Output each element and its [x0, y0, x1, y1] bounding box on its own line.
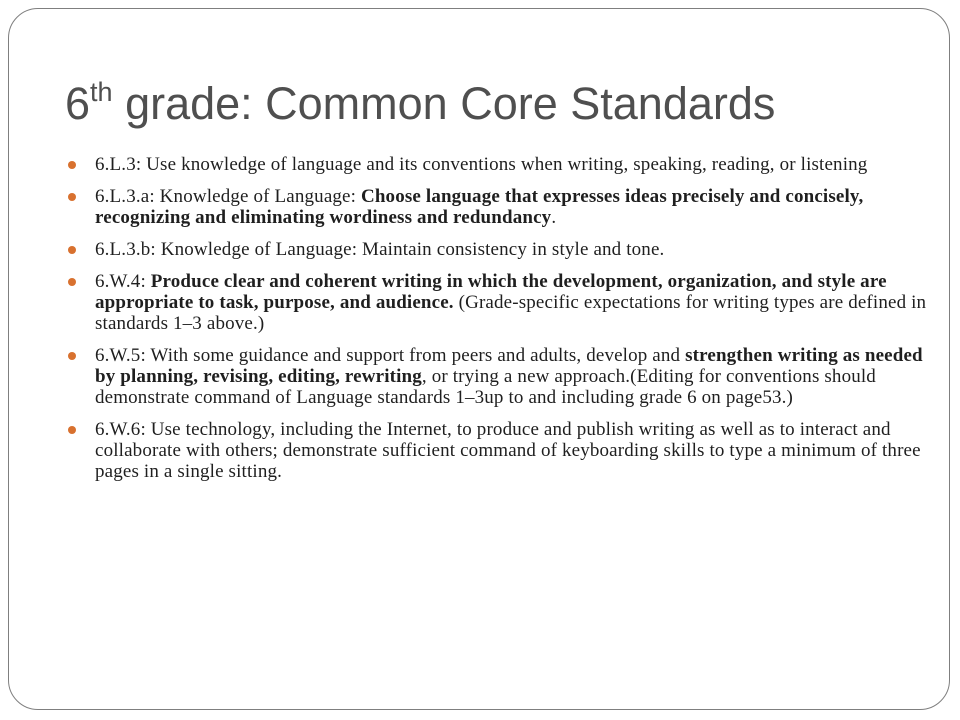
- title-rest: grade: Common Core Standards: [112, 78, 776, 129]
- title-superscript: th: [90, 77, 113, 107]
- bullet-text-tail: (Grade-specific expectations for writing types are defined in standards 1–3 above.): [95, 292, 927, 334]
- bullet-item-6-l-3: [68, 154, 928, 175]
- bullet-text-tail: , or trying a new approach.(Editing for conventions should demonstrate command of Language standards 1–3up to and including grade 6 on page53.): [95, 366, 876, 408]
- bullet-text: 6.W.6: Use technology, including the Internet, to produce and publish writing as well as to interact and collaborate with others; demonstrate sufficient command of keyboarding skills to type a minimum of three pages in a single sitting.: [95, 419, 921, 482]
- bullet-list: [68, 154, 928, 493]
- bullet-item-6-w-6: [68, 419, 928, 482]
- bullet-text-tail: .: [551, 207, 557, 228]
- bullet-item-6-w-5: [68, 345, 928, 408]
- bullet-text: 6.L.3.b: Knowledge of Language: Maintain consistency in style and tone.: [95, 239, 665, 260]
- bullet-dot-icon: [68, 161, 76, 169]
- bullet-dot-icon: [68, 246, 76, 254]
- bullet-text: 6.L.3: Use knowledge of language and its conventions when writing, speaking, reading, or listening: [95, 154, 868, 175]
- bullet-dot-icon: [68, 193, 76, 201]
- title-base: 6: [65, 78, 91, 129]
- bullet-emphasis: Produce clear and coherent writing in which the development, organization, and style are appropriate to task, purpose, and audience.: [95, 271, 887, 313]
- bullet-dot-icon: [68, 352, 76, 360]
- slide-title: [65, 78, 775, 130]
- bullet-item-6-w-4: [68, 271, 928, 334]
- bullet-text: 6.W.5: With some guidance and support from peers and adults, develop and: [95, 345, 686, 366]
- bullet-text: 6.W.4:: [95, 271, 151, 292]
- bullet-text: 6.L.3.a: Knowledge of Language:: [95, 186, 361, 207]
- bullet-dot-icon: [68, 426, 76, 434]
- bullet-item-6-l-3-a: [68, 186, 928, 228]
- bullet-emphasis: strengthen writing as needed by planning, revising, editing, rewriting: [95, 345, 923, 387]
- bullet-item-6-l-3-b: [68, 239, 928, 260]
- bullet-dot-icon: [68, 278, 76, 286]
- bullet-emphasis: Choose language that expresses ideas precisely and concisely, recognizing and eliminating wordiness and redundancy: [95, 186, 864, 228]
